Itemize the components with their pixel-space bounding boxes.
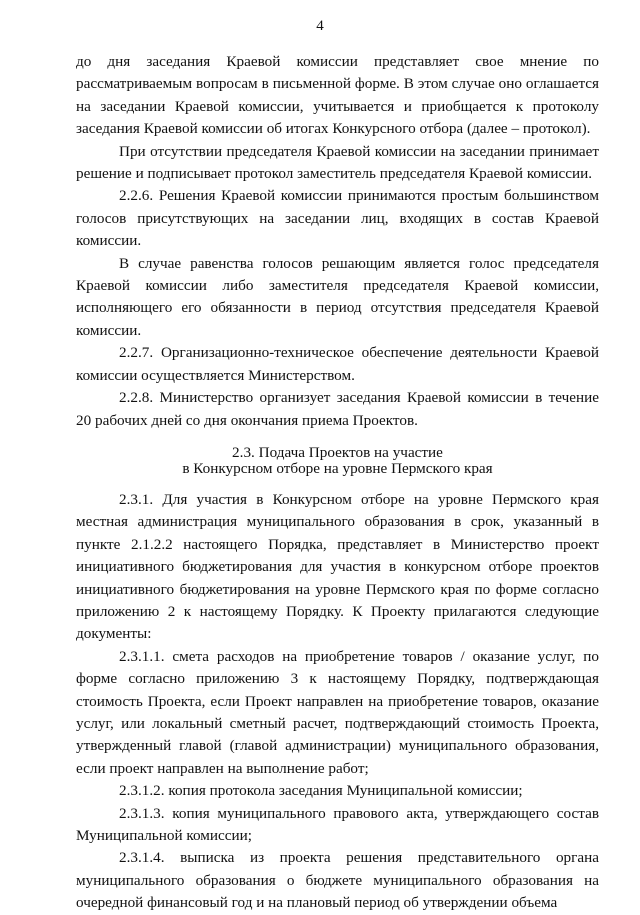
document-body: [76, 51, 599, 915]
paragraph-2-3-1-2: 2.3.1.2. копия протокола заседания Муниципальной комиссии;: [119, 782, 523, 800]
section-heading-2-3: [76, 445, 599, 477]
paragraph-2-3-1-1: 2.3.1.1. смета расходов на приобретение товаров / оказание услуг, по форме согласно приложению 3 к настоящему Порядку, подтверждающая стоимость Проекта, если Проект направлен на приобретение товаров, оказание услуг, или локальный сметный расчет, подтверждающий стоимость Проекта, утвержденный главой (главой администрации) муниципального образования, если проект направлен на выполнение работ;: [76, 647, 599, 777]
paragraph-2-3-1-4: 2.3.1.4. выписка из проекта решения представительного органа муниципального образования о бюджете муниципального образования на очередной финансовый год и на плановый период об утверждении объема: [76, 849, 599, 912]
paragraph-2-2-6: 2.2.6. Решения Краевой комиссии принимаются простым большинством голосов присутствующих на заседании лиц, входящих в состав Краевой комиссии.: [76, 187, 599, 250]
section-heading-line-2: в Конкурсном отборе на уровне Пермского края: [182, 459, 493, 477]
page-number: 4: [316, 18, 324, 34]
section-heading-line-1: 2.3. Подача Проектов на участие: [232, 443, 443, 461]
paragraph-2-3-1-3: 2.3.1.3. копия муниципального правового акта, утверждающего состав Муниципальной комиссии;: [76, 804, 599, 844]
paragraph-2-2-8: 2.2.8. Министерство организует заседания Краевой комиссии в течение 20 рабочих дней со дня окончания приема Проектов.: [76, 389, 599, 429]
paragraph-continuation: до дня заседания Краевой комиссии представляет свое мнение по рассматриваемым вопросам в письменной форме. В этом случае оно оглашается на заседании Краевой комиссии, учитывается и приобщается к протоколу заседания Краевой комиссии об итогах Конкурсного отбора (далее – протокол).: [76, 53, 599, 138]
paragraph-2-3-1: 2.3.1. Для участия в Конкурсном отборе на уровне Пермского края местная администрация муниципального образования в срок, указанный в пункте 2.1.2.2 настоящего Порядка, представляет в Министерство проект инициативного бюджетирования для участия в конкурсном отборе проектов инициативного бюджетирования на уровне Пермского края по форме согласно приложению 2 к настоящему Порядку. К Проекту прилагаются следующие документы:: [76, 490, 599, 643]
paragraph-absent-chairman: При отсутствии председателя Краевой комиссии на заседании принимает решение и подписывает протокол заместитель председателя Краевой комиссии.: [76, 142, 599, 183]
paragraph-2-2-7: 2.2.7. Организационно-техническое обеспечение деятельности Краевой комиссии осуществляется Министерством.: [76, 344, 599, 384]
paragraph-equal-votes: В случае равенства голосов решающим является голос председателя Краевой комиссии либо заместителя председателя Краевой комиссии, исполняющего его обязанности в период отсутствия председателя Краевой комиссии.: [76, 254, 599, 339]
